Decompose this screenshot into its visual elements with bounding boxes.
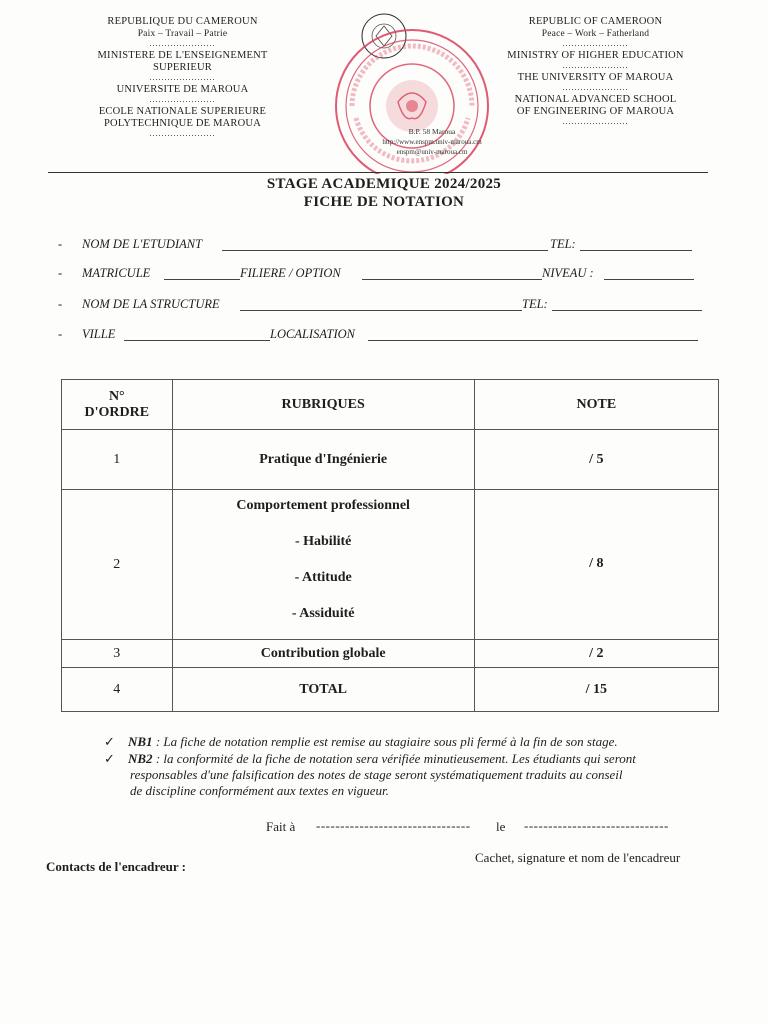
header-note: NOTE (474, 380, 718, 430)
school-fr-2: POLYTECHNIQUE DE MAROUA (104, 118, 261, 129)
sub-item-attitude: - Attitude (294, 569, 352, 585)
header-rubriques: RUBRIQUES (172, 380, 474, 430)
fait-a-label: Fait à (266, 819, 296, 834)
row-note-total[interactable]: / 15 (474, 668, 718, 712)
header-order (62, 380, 173, 430)
row-note[interactable]: / 2 (474, 640, 718, 668)
bullet: - (58, 297, 63, 311)
row-order: 4 (62, 668, 173, 712)
label-tel2: TEL: (522, 297, 548, 311)
ville-field[interactable] (124, 340, 270, 341)
row-ville (58, 327, 718, 345)
header-left (60, 16, 305, 140)
date-field[interactable]: ------------------------------ (524, 818, 669, 833)
row-rubrique: Contribution globale (172, 640, 474, 668)
nb1-text-wrap (104, 734, 724, 750)
matricule-field[interactable] (164, 279, 240, 280)
row-matricule (58, 266, 718, 284)
note-nb1 (104, 734, 724, 750)
label-ville: VILLE (82, 327, 116, 341)
label-filiere: FILIERE / OPTION (240, 266, 341, 280)
label-structure: NOM DE LA STRUCTURE (82, 297, 220, 311)
label-matricule: MATRICULE (82, 266, 151, 280)
contacts-label: Contacts de l'encadreur : (46, 859, 186, 874)
structure-field[interactable] (240, 310, 522, 311)
student-name-field[interactable] (222, 250, 548, 251)
nb1-text: : La fiche de notation remplie est remise au stagiaire sous pli fermé à la fin de son stage. (152, 734, 618, 749)
note-nb2 (104, 751, 724, 767)
page-subtitle: FICHE DE NOTATION (303, 194, 465, 210)
checkmark-icon: ✓ (104, 734, 115, 749)
ministry-fr-1: MINISTERE DE L'ENSEIGNEMENT (97, 50, 268, 61)
table-header-row (62, 380, 719, 430)
row-order: 2 (62, 490, 173, 640)
filiere-field[interactable] (362, 279, 542, 280)
country-en: REPUBLIC OF CAMEROON (528, 16, 663, 27)
le-label: le (496, 819, 506, 834)
table-row (62, 640, 719, 668)
stamp-website: http://www.enspm.univ-maroua.cm (382, 138, 482, 146)
university-fr: UNIVERSITE DE MAROUA (116, 84, 249, 95)
row-note[interactable]: / 8 (474, 490, 718, 640)
page-title: STAGE ACADEMIQUE 2024/2025 (266, 176, 502, 192)
cachet-label: Cachet, signature et nom de l'encadreur (475, 850, 681, 865)
row-rubrique-group (172, 490, 474, 640)
bullet: - (58, 266, 63, 280)
row-rubrique-total: TOTAL (172, 668, 474, 712)
header-order-line1: N° (108, 388, 125, 404)
checkmark-icon: ✓ (104, 751, 115, 766)
school-en-1: NATIONAL ADVANCED SCHOOL (514, 94, 677, 105)
school-fr-1: ECOLE NATIONALE SUPERIEURE (98, 106, 267, 117)
divider-dots: ...................... (149, 39, 216, 48)
motto-en: Peace – Work – Fatherland (541, 29, 650, 39)
nb2-label: NB2 (128, 751, 153, 766)
header-right (488, 16, 703, 128)
divider-dots: ...................... (149, 129, 216, 138)
stamp-email: enspm@univ-maroua.cm (396, 148, 468, 156)
grading-table (61, 379, 719, 712)
stamp-address: B.P. 58 Maroua (408, 127, 456, 136)
university-en: THE UNIVERSITY OF MAROUA (517, 72, 674, 83)
row-order: 1 (62, 430, 173, 490)
row-order: 3 (62, 640, 173, 668)
table-row (62, 490, 719, 640)
university-seal-stamp (312, 6, 502, 174)
row-structure (58, 297, 718, 315)
nb2-text-wrap (104, 751, 724, 767)
divider-dots: ...................... (562, 39, 629, 48)
label-localisation: LOCALISATION (270, 327, 355, 341)
row-student (58, 237, 718, 255)
divider-dots: ...................... (149, 95, 216, 104)
ministry-fr-2: SUPERIEUR (153, 62, 212, 73)
bullet: - (58, 237, 63, 251)
note-nb2-cont2: de discipline conformément aux textes en vigueur. (130, 783, 389, 798)
fait-a-field[interactable]: -------------------------------- (316, 818, 471, 833)
school-en-2: OF ENGINEERING OF MAROUA (516, 106, 675, 117)
sub-item-habilite: - Habilité (294, 533, 352, 549)
motto-fr: Paix – Travail – Patrie (137, 29, 228, 39)
label-student-name: NOM DE L'ETUDIANT (82, 237, 203, 251)
header-order-line2: D'ORDRE (84, 404, 150, 420)
tel-field[interactable] (580, 250, 692, 251)
nb2-text: : la conformité de la fiche de notation sera vérifiée minutieusement. Les étudiants qui seront (152, 751, 636, 766)
divider-dots: ...................... (562, 61, 629, 70)
localisation-field[interactable] (368, 340, 698, 341)
divider-dots: ...................... (149, 73, 216, 82)
divider-dots: ...................... (562, 83, 629, 92)
nb1-label: NB1 (128, 734, 153, 749)
bullet: - (58, 327, 63, 341)
sub-item-assiduite: - Assiduité (291, 605, 355, 621)
niveau-field[interactable] (604, 279, 694, 280)
ministry-en: MINISTRY OF HIGHER EDUCATION (507, 50, 684, 61)
row-note[interactable]: / 5 (474, 430, 718, 490)
label-niveau: NIVEAU : (542, 266, 594, 280)
table-row (62, 430, 719, 490)
note-nb2-cont1: responsables d'une falsification des notes de stage seront systématiquement traduits au conseil (130, 767, 623, 782)
table-row-total (62, 668, 719, 712)
label-tel: TEL: (550, 237, 576, 251)
country-fr: REPUBLIQUE DU CAMEROUN (107, 16, 258, 27)
row-rubrique: Comportement professionnel (236, 497, 410, 513)
header-divider (48, 172, 708, 173)
structure-tel-field[interactable] (552, 310, 702, 311)
divider-dots: ...................... (562, 117, 629, 126)
row-rubrique: Pratique d'Ingénierie (172, 430, 474, 490)
